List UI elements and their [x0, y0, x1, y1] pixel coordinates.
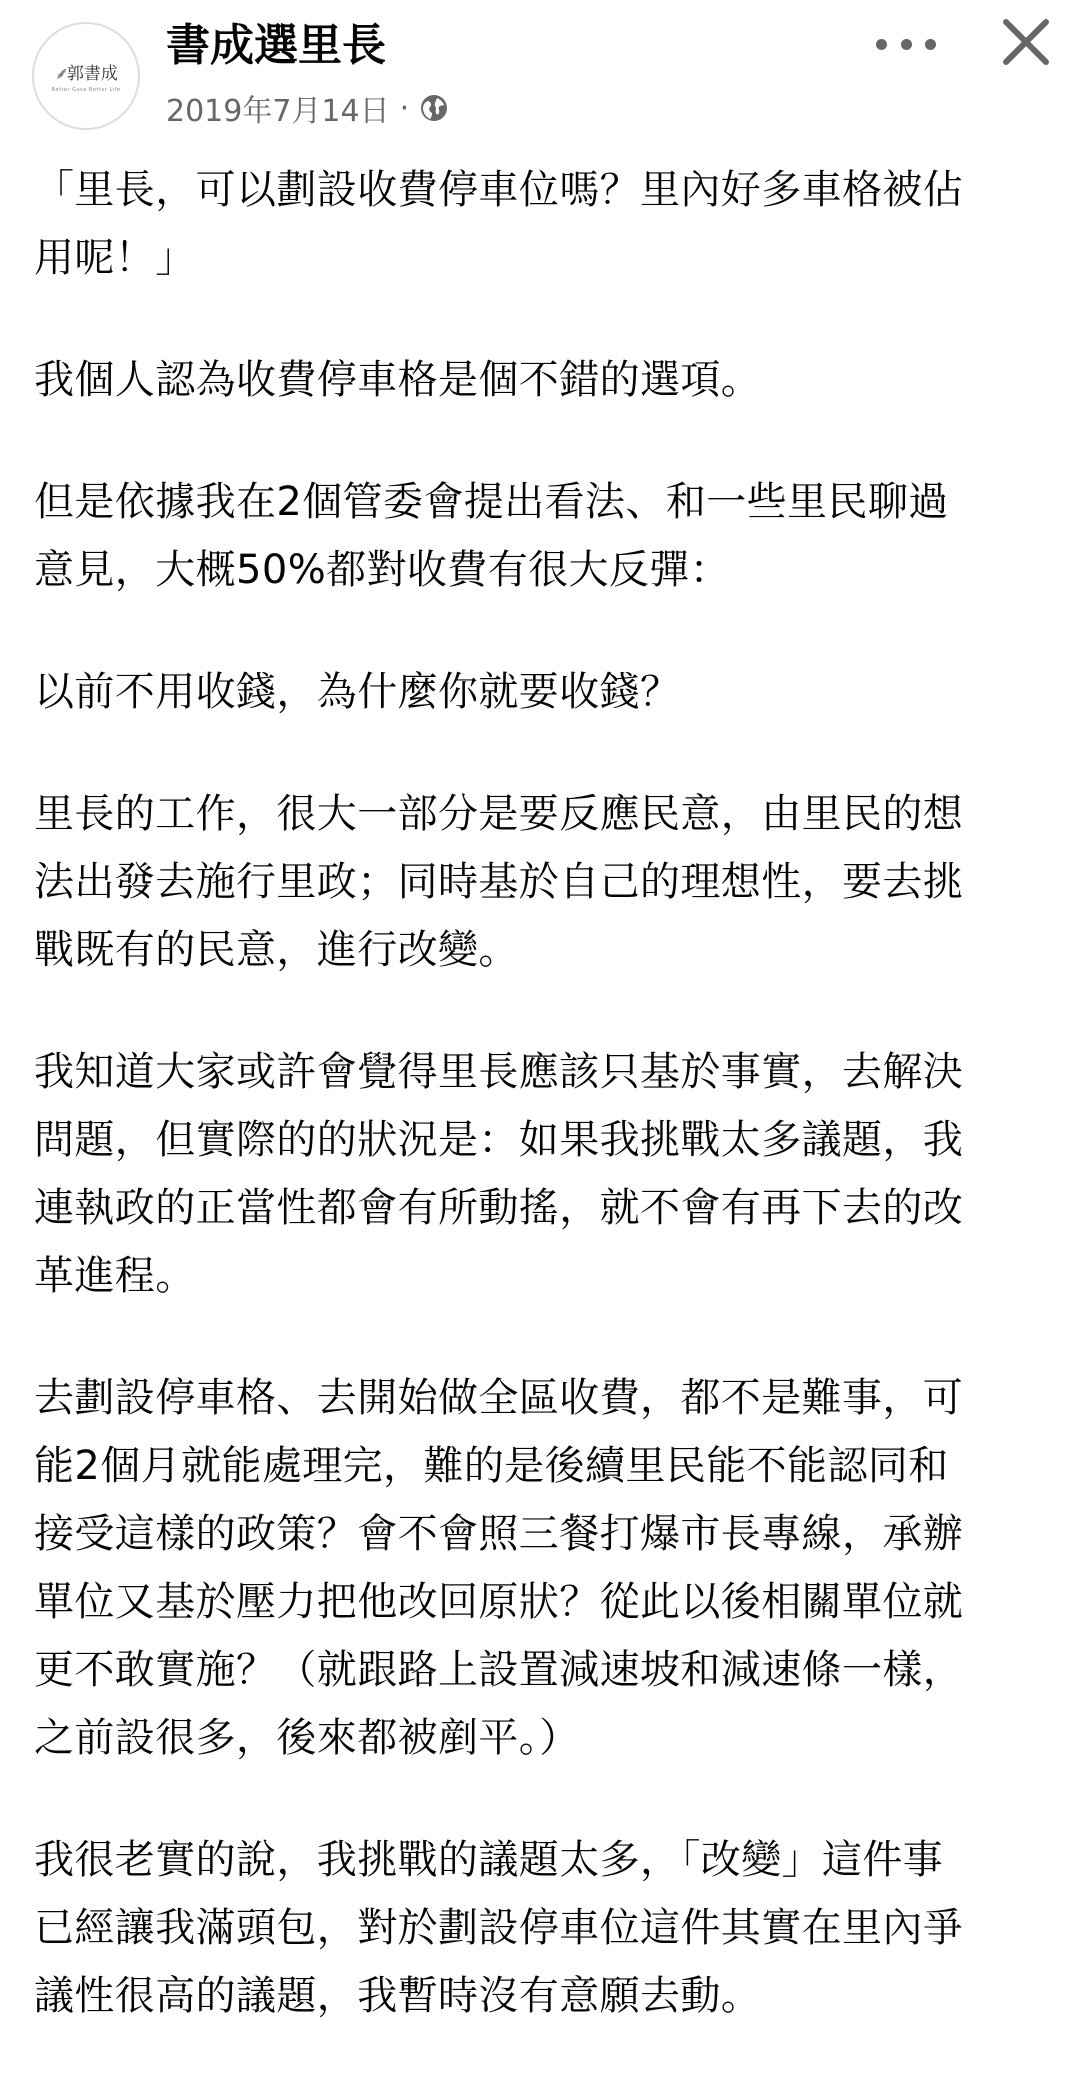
post-body: [34, 156, 1064, 2084]
post-date[interactable]: 2019年7月14日: [166, 94, 390, 129]
post-paragraph: 里長的工作，很大一部分是要反應民意，由里民的想 法出發去施行里政；同時基於自己的理想性，要去挑 戰既有的民意，進行改變。: [34, 791, 964, 973]
close-icon: [998, 14, 1054, 70]
close-button[interactable]: [998, 14, 1054, 70]
more-dots-icon: [901, 39, 912, 50]
more-options-button[interactable]: [876, 22, 936, 66]
post-paragraph: 我個人認為收費停車格是個不錯的選項。: [34, 357, 762, 403]
avatar-subtext: Better Gusa Better Life: [51, 87, 121, 93]
post-paragraph: 「里長，可以劃設收費停車位嗎？里內好多車格被佔 用呢！」: [34, 167, 964, 281]
avatar-logo-mark: ⸙: [54, 64, 67, 84]
page-avatar[interactable]: [32, 22, 140, 130]
post-paragraph: 以前不用收錢，為什麼你就要收錢？: [34, 669, 681, 715]
page-name-link[interactable]: 書成選里長: [166, 20, 386, 71]
post-paragraph: 我知道大家或許會覺得里長應該只基於事實，去解決 問題，但實際的的狀況是：如果我挑戰太多議題，我 連執政的正當性都會有所動搖，就不會有再下去的改 革進程。: [34, 1049, 964, 1299]
globe-icon: [419, 93, 449, 123]
post-header: [0, 0, 1080, 140]
post-meta: [166, 88, 449, 128]
avatar-logo-text: [54, 59, 118, 84]
more-dots-icon: [925, 39, 936, 50]
post-paragraph: 但是依據我在2個管委會提出看法、和一些里民聊過 意見，大概50%都對收費有很大反彈：: [34, 479, 949, 593]
meta-separator: ·: [399, 90, 410, 126]
avatar-name-text: 郭書成: [66, 64, 118, 84]
post-paragraph: 我很老實的說，我挑戰的議題太多，「改變」這件事 已經讓我滿頭包，對於劃設停車位這件其實在里內爭 議性很高的議題，我暫時沒有意願去動。: [34, 1837, 964, 2019]
more-dots-icon: [876, 39, 887, 50]
post-paragraph: 去劃設停車格、去開始做全區收費，都不是難事，可 能2個月就能處理完，難的是後續里民能不能認同和 接受這樣的政策？會不會照三餐打爆市長專線，承辦 單位又基於壓力把他改回原狀？從此以後相關單位就 更不敢實施？（就跟路上設置減速坡和減速條一樣， 之前設很多，後來都被剷平。）: [34, 1375, 964, 1761]
